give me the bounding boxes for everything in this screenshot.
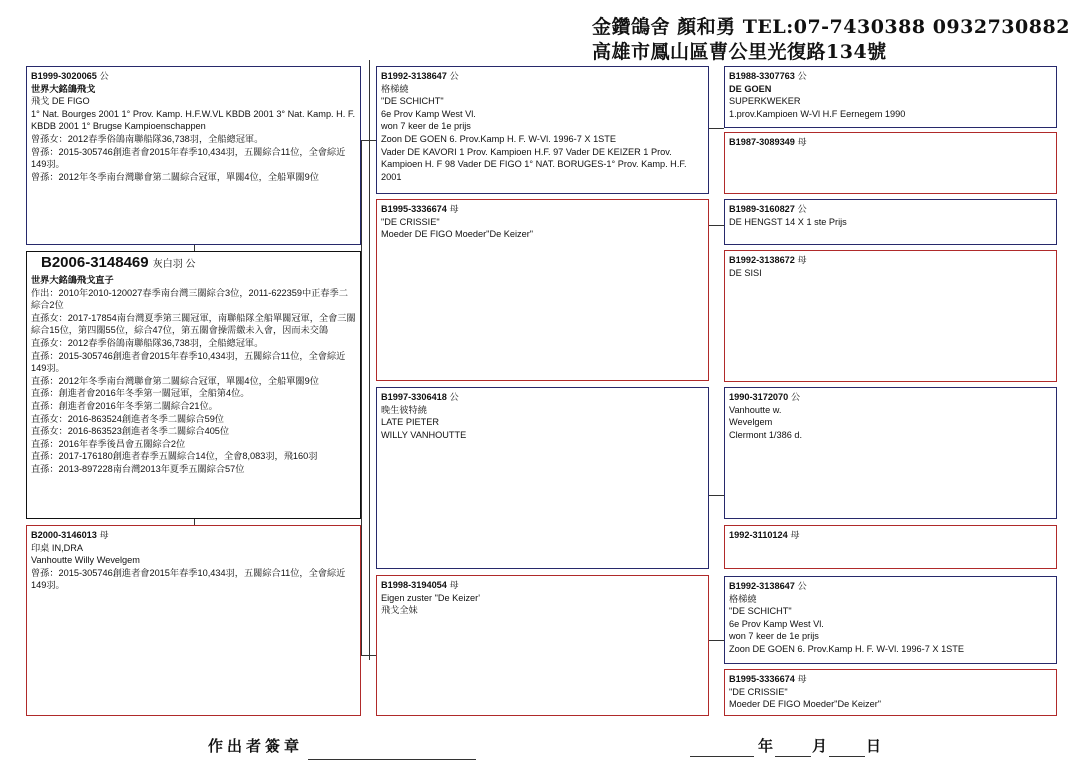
year-label: 年	[758, 737, 774, 755]
pedigree-line: 直孫：2015-305746創進者會2015年春季10,434羽，五關綜合11位，全會綜近149羽。	[31, 350, 346, 374]
pedigree-line: 6e Prov Kamp West Vl.	[729, 618, 824, 629]
connector-line	[709, 128, 724, 129]
ring-number: B1992-3138647 公	[381, 71, 459, 81]
pedigree-line: 格梯繞	[381, 83, 409, 94]
pedigree-line: 直孫：創進者會2016年冬季第一關冠軍，全船第4位。	[31, 388, 250, 399]
pedigree-line: 印桌 IN,DRA	[31, 542, 84, 553]
ssd-card[interactable]	[724, 132, 1057, 194]
ring-number: B1995-3336674 母	[381, 204, 459, 214]
pedigree-line: LATE PIETER	[381, 417, 440, 428]
ring-number: 1990-3172070 公	[729, 392, 801, 402]
pedigree-line: 1° Nat. Bourges 2001 1° Prov. Kamp. H.F.W.VL KBDB 2001 3° Nat. Kamp. H. F. KBDB 2001 1° Brugse Kampioenschappen	[31, 108, 356, 132]
pedigree-line: Wevelgem	[729, 417, 773, 428]
pedigree-line: Eigen zuster "De Keizer'	[381, 592, 480, 603]
pedigree-line: 直孫女：2017-17854南台灣夏季第三關冠軍，南聯船隊全船單關冠軍，全會三關綜合15位，第四關55位，綜合47位，第五關會操需繳未入會，因而未交鴿	[31, 312, 356, 336]
sss-card[interactable]	[724, 66, 1057, 128]
connector-line	[361, 140, 362, 655]
subject-card[interactable]	[26, 251, 361, 519]
ring-number: B1995-3336674 母	[729, 674, 807, 684]
dam-dam-card[interactable]	[376, 575, 709, 716]
day-field[interactable]	[829, 756, 865, 757]
pedigree-line: won 7 keer de 1e prijs	[381, 121, 471, 132]
pedigree-line: 曾孫：2015-305746創進者會2015年春季10,434羽，五關綜合11位，全會綜近149羽。	[31, 146, 346, 170]
pedigree-line: 直孫：2012年冬季南台灣聯會第二關綜合冠軍，單關4位，全船單關9位	[31, 375, 319, 386]
sire-dam-card[interactable]	[376, 199, 709, 381]
pedigree-line: 直孫：2016年春季後昌會五關綜合2位	[31, 438, 186, 449]
signature-line[interactable]	[308, 759, 476, 760]
pedigree-line: 曾孫：2012年冬季南台灣聯會第二關綜合冠軍，單關4位，全船單關9位	[31, 171, 319, 182]
dsd-card[interactable]	[724, 525, 1057, 569]
pedigree-line: SUPERKWEKER	[729, 96, 801, 107]
pedigree-line: Zoon DE GOEN 6. Prov.Kamp H. F. W-Vl. 1996-7 X 1STE	[381, 133, 617, 144]
pedigree-line: 直孫女：2016-863523創進者冬季二關綜合405位	[31, 426, 230, 437]
ring-number: B1992-3138647 公	[729, 581, 807, 591]
ring-number: 1992-3110124 母	[729, 530, 800, 540]
dam-sire-card[interactable]	[376, 387, 709, 569]
pedigree-line: "DE SCHICHT"	[729, 606, 792, 617]
dam-card[interactable]	[26, 525, 361, 716]
pedigree-line: "DE CRISSIE"	[381, 216, 440, 227]
pedigree-line: Vanhoutte w.	[729, 404, 782, 415]
connector-line	[709, 640, 724, 641]
ring-number: B1992-3138672 母	[729, 255, 807, 265]
pedigree-line: 世界大銘鴿飛戈直子	[31, 275, 114, 285]
pedigree-line: DE SISI	[729, 267, 762, 278]
pedigree-line: WILLY VANHOUTTE	[381, 429, 467, 440]
month-field[interactable]	[775, 756, 811, 757]
ring-number: B1999-3020065 公	[31, 71, 109, 81]
month-label: 月	[812, 737, 828, 755]
pedigree-line: 1.prov.Kampioen W-Vl H.F Eernegem 1990	[729, 108, 906, 119]
ring-number: B2000-3146013 母	[31, 530, 109, 540]
pedigree-line: Moeder DE FIGO Moeder"De Keizer"	[381, 229, 534, 240]
pedigree-line: Vader DE KAVORI 1 Prov. Kampioen H.F. 97 Vader DE KEIZER 1 Prov. Kampioen H. F 98 Vader DE FIGO 1° NAT. BORUGES-1° Prov. Kamp. H.F. 2001	[381, 146, 687, 182]
year-field[interactable]	[690, 756, 754, 757]
connector-line	[709, 495, 724, 496]
pedigree-line: Clermont 1/386 d.	[729, 429, 803, 440]
sire-sire-card[interactable]	[376, 66, 709, 194]
pedigree-line: 直孫：2013-897228南台灣2013年夏季五關綜合57位	[31, 463, 245, 474]
ring-number: B1988-3307763 公	[729, 71, 807, 81]
connector-line	[709, 225, 724, 226]
pigeon-name: DE GOEN	[729, 83, 772, 94]
ring-number: B1989-3160827 公	[729, 204, 807, 214]
pedigree-line: 晚生彼特繞	[381, 404, 427, 415]
pedigree-line: "DE CRISSIE"	[729, 686, 788, 697]
pedigree-line: 飛戈 DE FIGO	[31, 96, 90, 107]
connector-line	[369, 60, 370, 660]
day-label: 日	[866, 737, 882, 755]
ddd-card[interactable]	[724, 669, 1057, 716]
subject-ring-number: B2006-3148469 灰白羽 公	[41, 254, 196, 271]
sdd-card[interactable]	[724, 250, 1057, 382]
pedigree-line: DE HENGST 14 X 1 ste Prijs	[729, 216, 847, 227]
connector-line	[194, 244, 195, 251]
signature-label: 作出者簽章	[208, 737, 304, 755]
pedigree-line: 世界大銘鴿飛戈	[31, 83, 96, 94]
ring-number: B1998-3194054 母	[381, 580, 459, 590]
pedigree-line: 直孫：2017-176180創進者春季五關綜合14位，全會8,083羽，飛160羽	[31, 451, 318, 462]
ring-number: B1997-3306418 公	[381, 392, 459, 402]
pedigree-line: Zoon DE GOEN 6. Prov.Kamp H. F. W-Vl. 1996-7 X 1STE	[729, 643, 965, 654]
pedigree-line: 直孫：創進者會2016年冬季第二關綜合21位。	[31, 400, 218, 411]
pedigree-line: 格梯繞	[729, 593, 757, 604]
pedigree-line: won 7 keer de 1e prijs	[729, 631, 819, 642]
pedigree-line: Vanhoutte Willy Wevelgem	[31, 555, 140, 566]
header-address: 高雄市鳳山區曹公里光復路134號	[592, 41, 887, 63]
pedigree-line: Moeder DE FIGO Moeder"De Keizer"	[729, 699, 882, 710]
sds-card[interactable]	[724, 199, 1057, 245]
pedigree-line: 6e Prov Kamp West Vl.	[381, 108, 476, 119]
header-contact: 金鑽鴿舍 顏和勇 TEL:07-7430388 0932730882	[592, 16, 1070, 38]
pedigree-line: 作出：2010年2010-120027春季南台灣三關綜合3位，2011-622359中正春季二綜合2位	[31, 287, 348, 311]
dds-card[interactable]	[724, 576, 1057, 664]
pedigree-line: 曾孫：2015-305746創進者會2015年春季10,434羽，五關綜合11位，全會綜近149羽。	[31, 567, 346, 591]
pedigree-line: 飛戈全妹	[381, 605, 418, 616]
sire-card[interactable]	[26, 66, 361, 245]
dss-card[interactable]	[724, 387, 1057, 519]
pedigree-line: "DE SCHICHT"	[381, 96, 444, 107]
pedigree-line: 直孫女：2016-863524創進者冬季二關綜合59位	[31, 413, 224, 424]
pedigree-line: 直孫女：2012春季俗鴿南聯船隊36,738羽，全船總冠軍。	[31, 337, 264, 348]
ring-number: B1987-3089349 母	[729, 137, 807, 147]
pedigree-line: 曾孫女：2012春季俗鴿南聯船隊36,738羽，全船總冠軍。	[31, 133, 264, 144]
